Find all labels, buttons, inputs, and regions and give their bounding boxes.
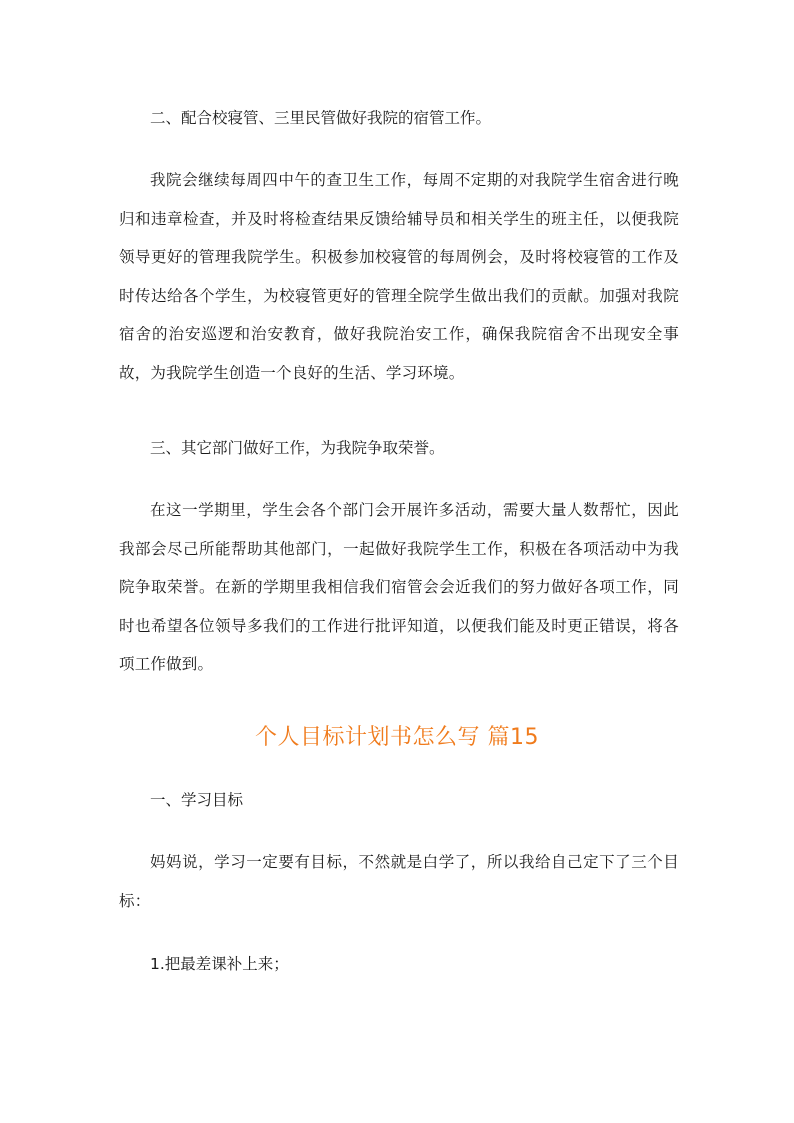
article-title: 个人目标计划书怎么写 篇15: [255, 725, 539, 750]
paragraph-help-departments: 在这一学期里，学生会各个部门会开展许多活动，需要大量人数帮忙，因此我部会尽己所能帮助其他部门，一起做好我院学生工作，积极在各项活动中为我院争取荣誉。在新的学期里我相信我们宿管会会近我们的努力做好各项工作，同时也希望各位领导多我们的工作进行批评知道，以便我们能及时更正错误，将各项工作做到。: [119, 501, 679, 673]
list-item-goal-1: 1.把最差课补上来；: [150, 955, 289, 973]
paragraph-goals-intro: 妈妈说，学习一定要有目标，不然就是白学了，所以我给自己定下了三个目标：: [119, 853, 679, 910]
section-heading-other-departments: 三、其它部门做好工作，为我院争取荣誉。: [150, 439, 445, 457]
section-heading-dorm-management: 二、配合校寝管、三里民管做好我院的宿管工作。: [150, 109, 492, 127]
section-heading-study-goals: 一、学习目标: [150, 791, 244, 809]
paragraph-dorm-inspection: 我院会继续每周四中午的查卫生工作，每周不定期的对我院学生宿舍进行晚归和违章检查，并及时将检查结果反馈给辅导员和相关学生的班主任，以便我院领导更好的管理我院学生。积极参加校寝管的每周例会，及时将校寝管的工作及时传达给各个学生，为校寝管更好的管理全院学生做出我们的贡献。加强对我院宿舍的治安巡逻和治安教育，做好我院治安工作，确保我院宿舍不出现安全事故，为我院学生创造一个良好的生活、学习环境。: [119, 171, 679, 382]
